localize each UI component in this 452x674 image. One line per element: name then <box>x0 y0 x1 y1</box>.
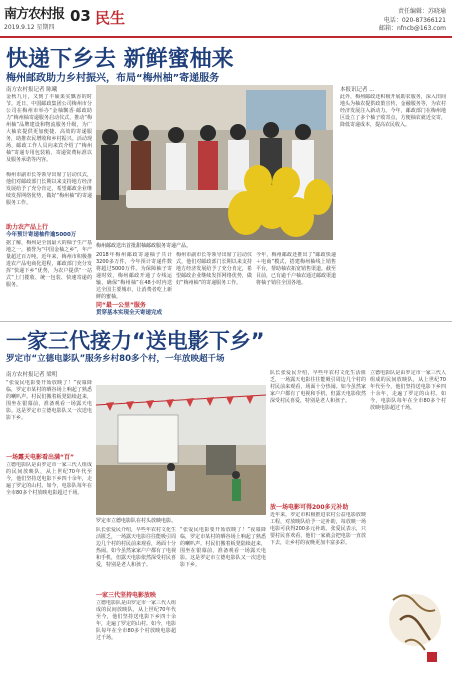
contact-info <box>379 17 446 33</box>
story2-headline: 一家三代接力“送电影下乡” <box>6 329 265 353</box>
story2-subhead-a: 一场露天电影看出满“百” <box>6 454 74 461</box>
story-divider <box>0 321 452 322</box>
masthead <box>0 0 452 38</box>
story1-column-2: 据了解，梅州是全国最大的柚子生产基地之一，被誉为“中国金柚之乡”，年产量超过百万吨。近年来，梅州市积极推进农产品电商化进程，邮政部门充分发挥“快递下乡”优势，为农户提供“一站式”上门揽收、统一包装、快速寄递的服务。 <box>6 240 92 288</box>
editor-credit: 责任编辑：苏晓瑜 <box>397 8 446 15</box>
story2-subhead: 罗定市“立德电影队”服务乡村80多个村，一年放映超千场 <box>6 354 225 364</box>
story1-column-5: 今年，梅州邮政还推出了“邮政快递＋电商”模式，搭建梅州柚线上销售平台，帮助柚农拓宽销售渠道。截至目前，已有逾千户柚农通过邮政渠道将柚子销往全国各地。 <box>256 252 336 286</box>
story1-subhead-b: 同“最一公里”服务 <box>96 302 146 309</box>
contact-email: 邮箱：nfncb@163.com <box>379 25 446 32</box>
story1-photo <box>96 85 333 240</box>
story1-column-1b: 梅州市副市长等领导出席了启动仪式，他们对邮政部门长期以来支持地方经济发展给予了充分肯定，希望邮政企业继续发挥网络优势，做好“梅州柚”的寄递服务工作。 <box>6 172 92 206</box>
story1-right-column: 此外，梅州邮政还积极开展助农服务，深入田间地头为柚农提供政策宣传、金融服务等，为农村经济发展注入新动力。今年，邮政部门在梅州地区设立了多个柚子收寄点，方便柚农就近交寄，降低寄递成本，提高农民收入。 <box>340 94 446 128</box>
masthead-divider <box>0 36 452 38</box>
story2-column-7: 近年来，罗定市积极推进农村公益电影放映工程，对放映队给予一定补助，每放映一场电影可获得200多元补助。张爱民表示，只要村民喜欢看，他们一家就会把电影一直放下去，让乡村的夜晚更加丰富多彩。 <box>270 512 366 546</box>
story1-subhead-a: 助力农产品上行 <box>6 224 49 231</box>
story2-photo-caption: 罗定市立德电影队在村头放映电影。 <box>96 518 177 524</box>
story2-photo <box>96 385 266 515</box>
story2-column-3: 队长张爱民介绍，早些年农村文化生活匮乏，一场露天电影往往能吸引周边几个村的村民前来观看，场面十分热闹。如今虽然家家户户都有了电视和手机，但露天电影依然深受村民喜爱，特别是老人和孩子。 <box>96 527 176 568</box>
story2-column-6: 队长张爱民介绍，早些年农村文化生活匮乏，一场露天电影往往能吸引周边几个村的村民前来观看，场面十分热闹。如今虽然家家户户都有了电视和手机，但露天电影依然深受村民喜爱，特别是老人和孩子。 <box>270 370 366 404</box>
story1-byline: 南方农村报记者 陈曦 <box>6 87 58 93</box>
story1-photo-caption: 梅州邮政送出首批甜柚邮政服务寄递产品。 <box>96 243 192 249</box>
section-name: 民生 <box>95 9 126 27</box>
story2-right-column: 立德电影队是由罗定市一家三代人组成的民间放映队，从上世纪70年代至今，他们坚持送电影下乡四十余年，走遍了罗定的山村。如今，电影队每年在全市80多个村放映电影超过千场。 <box>370 370 446 411</box>
story1-right-byline: 本报讯记者 ... <box>340 87 375 93</box>
story1-subhead-b2: 贯穿基本实现全天寄递完成 <box>96 310 163 316</box>
decorative-calligraphy <box>375 580 447 670</box>
story2-subhead-b: 一家三代坚持电影放映 <box>96 592 157 599</box>
story1-headline: 快递下乡去 新鲜蜜柚来 <box>6 47 234 72</box>
story2-column-5: “张爱民电影要开始放映了！”夜幕降临，罗定市某村的晒谷场上响起了熟悉的喇叭声。村民们搬着板凳陆续赶来，围坐在银幕前，准备观看一场露天电影。这是罗定市立德电影队又一次送电影下乡。 <box>180 527 266 568</box>
story2-column-4: 立德电影队是由罗定市一家三代人组成的民间放映队，从上世纪70年代至今，他们坚持送电影下乡四十余年，走遍了罗定的山村。如今，电影队每年在全市80多个村放映电影超过千场。 <box>96 600 176 641</box>
story2-byline: 南方农村报记者 梁明 <box>6 372 58 378</box>
story2-subhead-c: 放一场电影可得200多元补助 <box>270 504 349 511</box>
issue-date: 2019.9.12 星期四 <box>4 24 55 31</box>
newspaper-logo: 南方农村报 <box>4 7 65 22</box>
story1-subhead: 梅州邮政助力乡村振兴，布局“梅州柚”寄递服务 <box>6 73 220 84</box>
page-number: 03 <box>70 7 91 25</box>
contact-phone: 电话：020-87366121 <box>383 17 446 24</box>
story2-column-1: “张爱民电影要开始放映了！”夜幕降临，罗定市某村的晒谷场上响起了熟悉的喇叭声。村民们搬着板凳陆续赶来，围坐在银幕前，准备观看一场露天电影。这是罗定市立德电影队又一次送电影下乡。 <box>6 380 92 421</box>
story2-column-2: 立德电影队是由罗定市一家三代人组成的民间放映队，从上世纪70年代至今，他们坚持送电影下乡四十余年，走遍了罗定的山村。如今，电影队每年在全市80多个村放映电影超过千场。 <box>6 462 92 496</box>
story1-subhead-a2: 今年预计寄递柚件逾5000万 <box>6 232 77 238</box>
story1-column-3: 2018年梅州邮政寄递柚子共计3200多万件，今年预计寄递件数将超过5000万件。为保障柚子寄递时效，梅州邮政开通了专线运输，确保“梅州柚”在48小时内送达全国主要城市，让消费者吃上新鲜的蜜柚。 <box>96 252 172 300</box>
story1-column-1: 金秋九月，又到了丰硕果实飘香的时节。近日，中国邮政集团公司梅州市分公司在梅州市举办“金柚飘香·邮政助力”梅州柚寄递服务启动仪式，推动“梅州柚”品牌建设和物流服务升级，为广大柚农提供更加便捷、高效的寄递服务，助推农民增收和乡村振兴。活动现场，邮政工作人员向来宾介绍了“梅州柚”寄递专用包装箱、寄递资费标准以及服务承诺等内容。 <box>6 94 92 163</box>
story1-column-4: 梅州市副市长等领导出席了启动仪式，他们对邮政部门长期以来支持地方经济发展给予了充分肯定，希望邮政企业继续发挥网络优势，做好“梅州柚”的寄递服务工作。 <box>176 252 252 286</box>
